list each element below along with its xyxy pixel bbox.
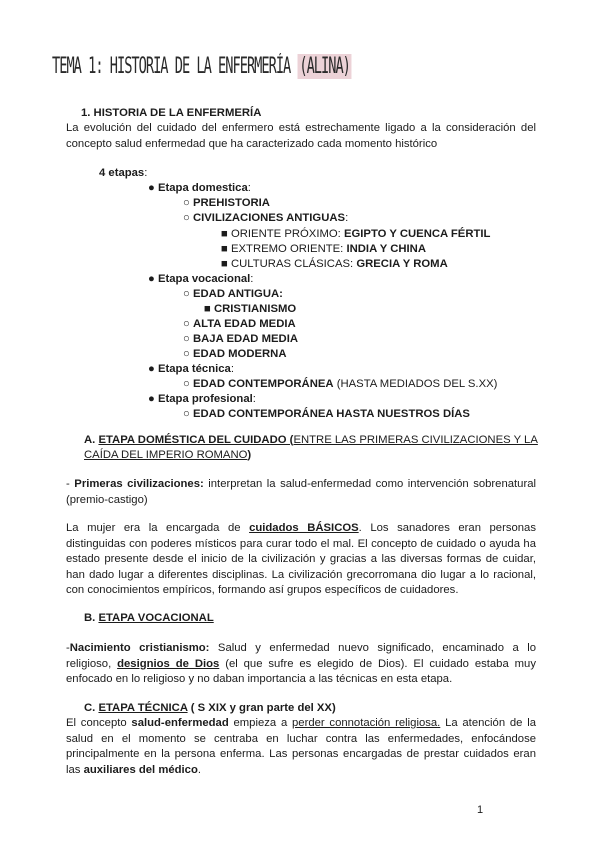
document-title: TEMA 1: HISTORIA DE LA ENFERMERÍA (ALINA) xyxy=(52,54,350,79)
section-1-heading: 1. HISTORIA DE LA ENFERMERÍA xyxy=(81,107,262,119)
outline-item: ■ ORIENTE PRÓXIMO: EGIPTO Y CUENCA FÉRTIL xyxy=(221,228,491,240)
outline-item: ● Etapa domestica: xyxy=(148,182,251,194)
title-highlight: (ALINA) xyxy=(299,54,350,79)
outline-item: ○ PREHISTORIA xyxy=(183,197,270,209)
section-c-paragraph: El concepto salud-enfermedad empieza a perder connotación religiosa. La atención de la salud en el momento se centraba en luchar contra las enfermedades, enfocándose principalmente en la persona enferma. Las personas encargadas de prestar cuidados eran las auxiliares del médico. xyxy=(66,717,536,776)
outline-item: ○ EDAD ANTIGUA: xyxy=(183,288,283,300)
outline-item: ■ CRISTIANISMO xyxy=(204,303,297,315)
section-c-heading: C. ETAPA TÉCNICA ( S XIX y gran parte del XX) xyxy=(84,702,336,714)
outline-item: ● Etapa vocacional: xyxy=(148,273,254,285)
outline-item: ○ ALTA EDAD MEDIA xyxy=(183,318,296,330)
section-a-paragraph-2: La mujer era la encargada de cuidados BÁSICOS. Los sanadores eran personas distinguidas con poderes místicos para curar todo el mal. El concepto de cuidado o ayuda ha estado presente desde el inicio de la civilización y gracias a las diversas formas de cuidar, han dado lugar a diferentes disciplinas. La civilización grecorromana dio lugar a lo racional, con conocimientos empíricos, formando así grupos específicos de cuidadores. xyxy=(66,522,536,596)
section-a-paragraph-1: - Primeras civilizaciones: interpretan la salud-enfermedad como intervención sobrenatural (premio-castigo) xyxy=(66,478,536,506)
section-b-paragraph: -Nacimiento cristianismo: Salud y enfermedad nuevo significado, encaminado a lo religioso, designios de Dios (el que sufre es elegido de Dios). El cuidado estaba muy enfocado en lo religioso y no daban importancia a las técnicas en esta etapa. xyxy=(66,642,536,685)
outline-item: ○ CIVILIZACIONES ANTIGUAS: xyxy=(183,212,349,224)
outline-item: ○ BAJA EDAD MEDIA xyxy=(183,333,298,345)
outline-item: ■ CULTURAS CLÁSICAS: GRECIA Y ROMA xyxy=(221,258,448,270)
outline-item: ● Etapa técnica: xyxy=(148,363,234,375)
section-1-intro: La evolución del cuidado del enfermero está estrechamente ligado a la consideración del concepto salud enfermedad que ha caracterizado cada momento histórico xyxy=(66,122,536,150)
outline-item: ■ EXTREMO ORIENTE: INDIA Y CHINA xyxy=(221,243,426,255)
section-b-heading: B. ETAPA VOCACIONAL xyxy=(84,612,214,624)
section-a-heading: A. ETAPA DOMÉSTICA DEL CUIDADO (ENTRE LAS PRIMERAS CIVILIZACIONES Y LA CAÍDA DEL IMPERIO ROMANO) xyxy=(84,434,538,461)
page-number: 1 xyxy=(477,804,484,816)
outline-item: ○ EDAD CONTEMPORÁNEA HASTA NUESTROS DÍAS xyxy=(183,408,470,420)
outline-item: ○ EDAD CONTEMPORÁNEA (HASTA MEDIADOS DEL S.XX) xyxy=(183,378,498,390)
outline-item: ● Etapa profesional: xyxy=(148,393,256,405)
outline-item: ○ EDAD MODERNA xyxy=(183,348,287,360)
outline-lead: 4 etapas: xyxy=(99,167,148,179)
